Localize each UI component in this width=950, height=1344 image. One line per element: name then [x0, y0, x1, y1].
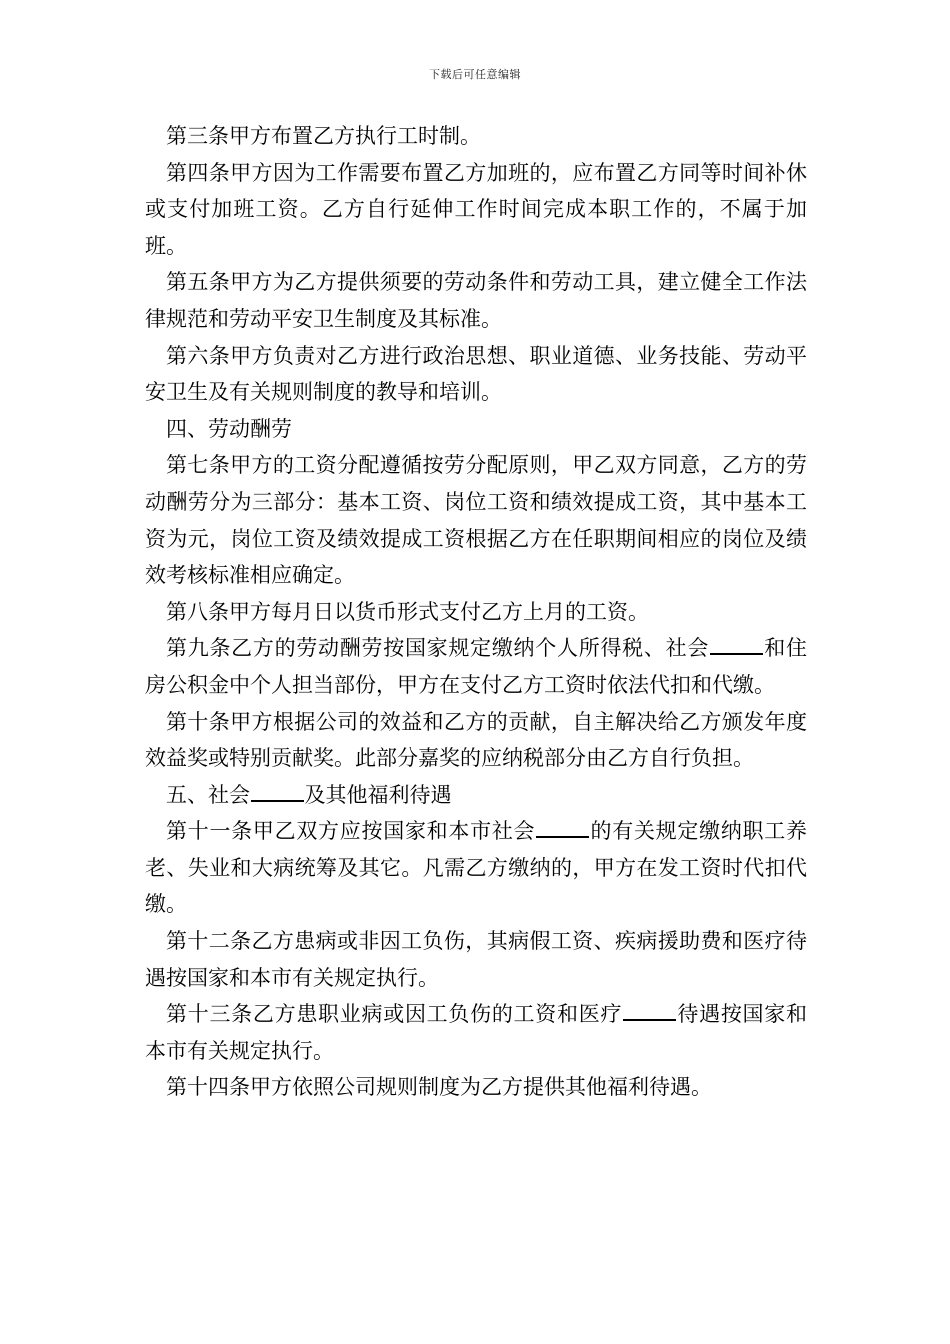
- fill-in-blank: [536, 817, 589, 838]
- paragraph: [145, 996, 807, 1069]
- paragraph-text: 第七条甲方的工资分配遵循按劳分配原则，甲乙双方同意，乙方的劳动酬劳分为三部分：基本工资、岗位工资和绩效提成工资，其中基本工资为元，岗位工资及绩效提成工资根据乙方在任职期间相应的岗位及绩效考核标准相应确定。: [145, 453, 807, 588]
- document-body: [145, 118, 807, 1106]
- header-note: 下载后可任意编辑: [429, 68, 521, 81]
- paragraph-text: 第十条甲方根据公司的效益和乙方的贡献，自主解决给乙方颁发年度效益奖或特别贡献奖。此部分嘉奖的应纳税部分由乙方自行负担。: [145, 709, 807, 771]
- paragraph: [145, 447, 807, 593]
- fill-in-blank: [251, 781, 304, 802]
- paragraph: [145, 630, 807, 703]
- paragraph: [145, 923, 807, 996]
- fill-in-blank: [623, 1000, 676, 1021]
- paragraph-text: 第十四条甲方依照公司规则制度为乙方提供其他福利待遇。: [166, 1075, 712, 1100]
- section-heading-text: 五、社会: [166, 782, 250, 807]
- paragraph-text: 第三条甲方布置乙方执行工时制。: [166, 124, 481, 148]
- paragraph: [145, 813, 807, 923]
- fill-in-blank: [710, 634, 763, 655]
- paragraph: [145, 1069, 807, 1106]
- section-heading-text: 及其他福利待遇: [304, 782, 452, 807]
- paragraph-text: 第十二条乙方患病或非因工负伤，其病假工资、疾病援助费和医疗待遇按国家和本市有关规定执行。: [145, 929, 807, 990]
- paragraph-text: 的有关规定缴纳职工养老、失业和大病统筹及其它。凡需乙方缴纳的，甲方在发工资时代扣代缴。: [145, 819, 808, 917]
- section-heading-text: 四、劳动酬劳: [166, 416, 292, 441]
- paragraph: [145, 155, 807, 265]
- section-heading: [145, 777, 807, 814]
- paragraph: [145, 594, 807, 631]
- paragraph-text: 第六条甲方负责对乙方进行政治思想、职业道德、业务技能、劳动平安卫生及有关规则制度的教导和培训。: [145, 343, 807, 405]
- paragraph-text: 待遇按国家和本市有关规定执行。: [145, 1002, 808, 1063]
- paragraph: [145, 118, 807, 155]
- paragraph: [145, 264, 807, 337]
- paragraph-text: 第八条甲方每月日以货币形式支付乙方上月的工资。: [166, 599, 649, 624]
- paragraph-text: 第五条甲方为乙方提供须要的劳动条件和劳动工具，建立健全工作法律规范和劳动平安卫生制度及其标准。: [145, 270, 807, 331]
- paragraph-text: 第十三条乙方患职业病或因工负伤的工资和医疗: [166, 1002, 623, 1027]
- paragraph: [145, 704, 807, 777]
- paragraph-text: 第四条甲方因为工作需要布置乙方加班的，应布置乙方同等时间补休或支付加班工资。乙方自行延伸工作时间完成本职工作的，不属于加班。: [145, 160, 807, 258]
- paragraph-text: 第十一条甲乙双方应按国家和本市社会: [166, 819, 536, 844]
- paragraph-text: 第九条乙方的劳动酬劳按国家规定缴纳个人所得税、社会: [166, 636, 710, 661]
- paragraph-text: 和住房公积金中个人担当部份，甲方在支付乙方工资时依法代扣和代缴。: [145, 636, 808, 697]
- paragraph: [145, 338, 807, 411]
- section-heading: [145, 411, 807, 448]
